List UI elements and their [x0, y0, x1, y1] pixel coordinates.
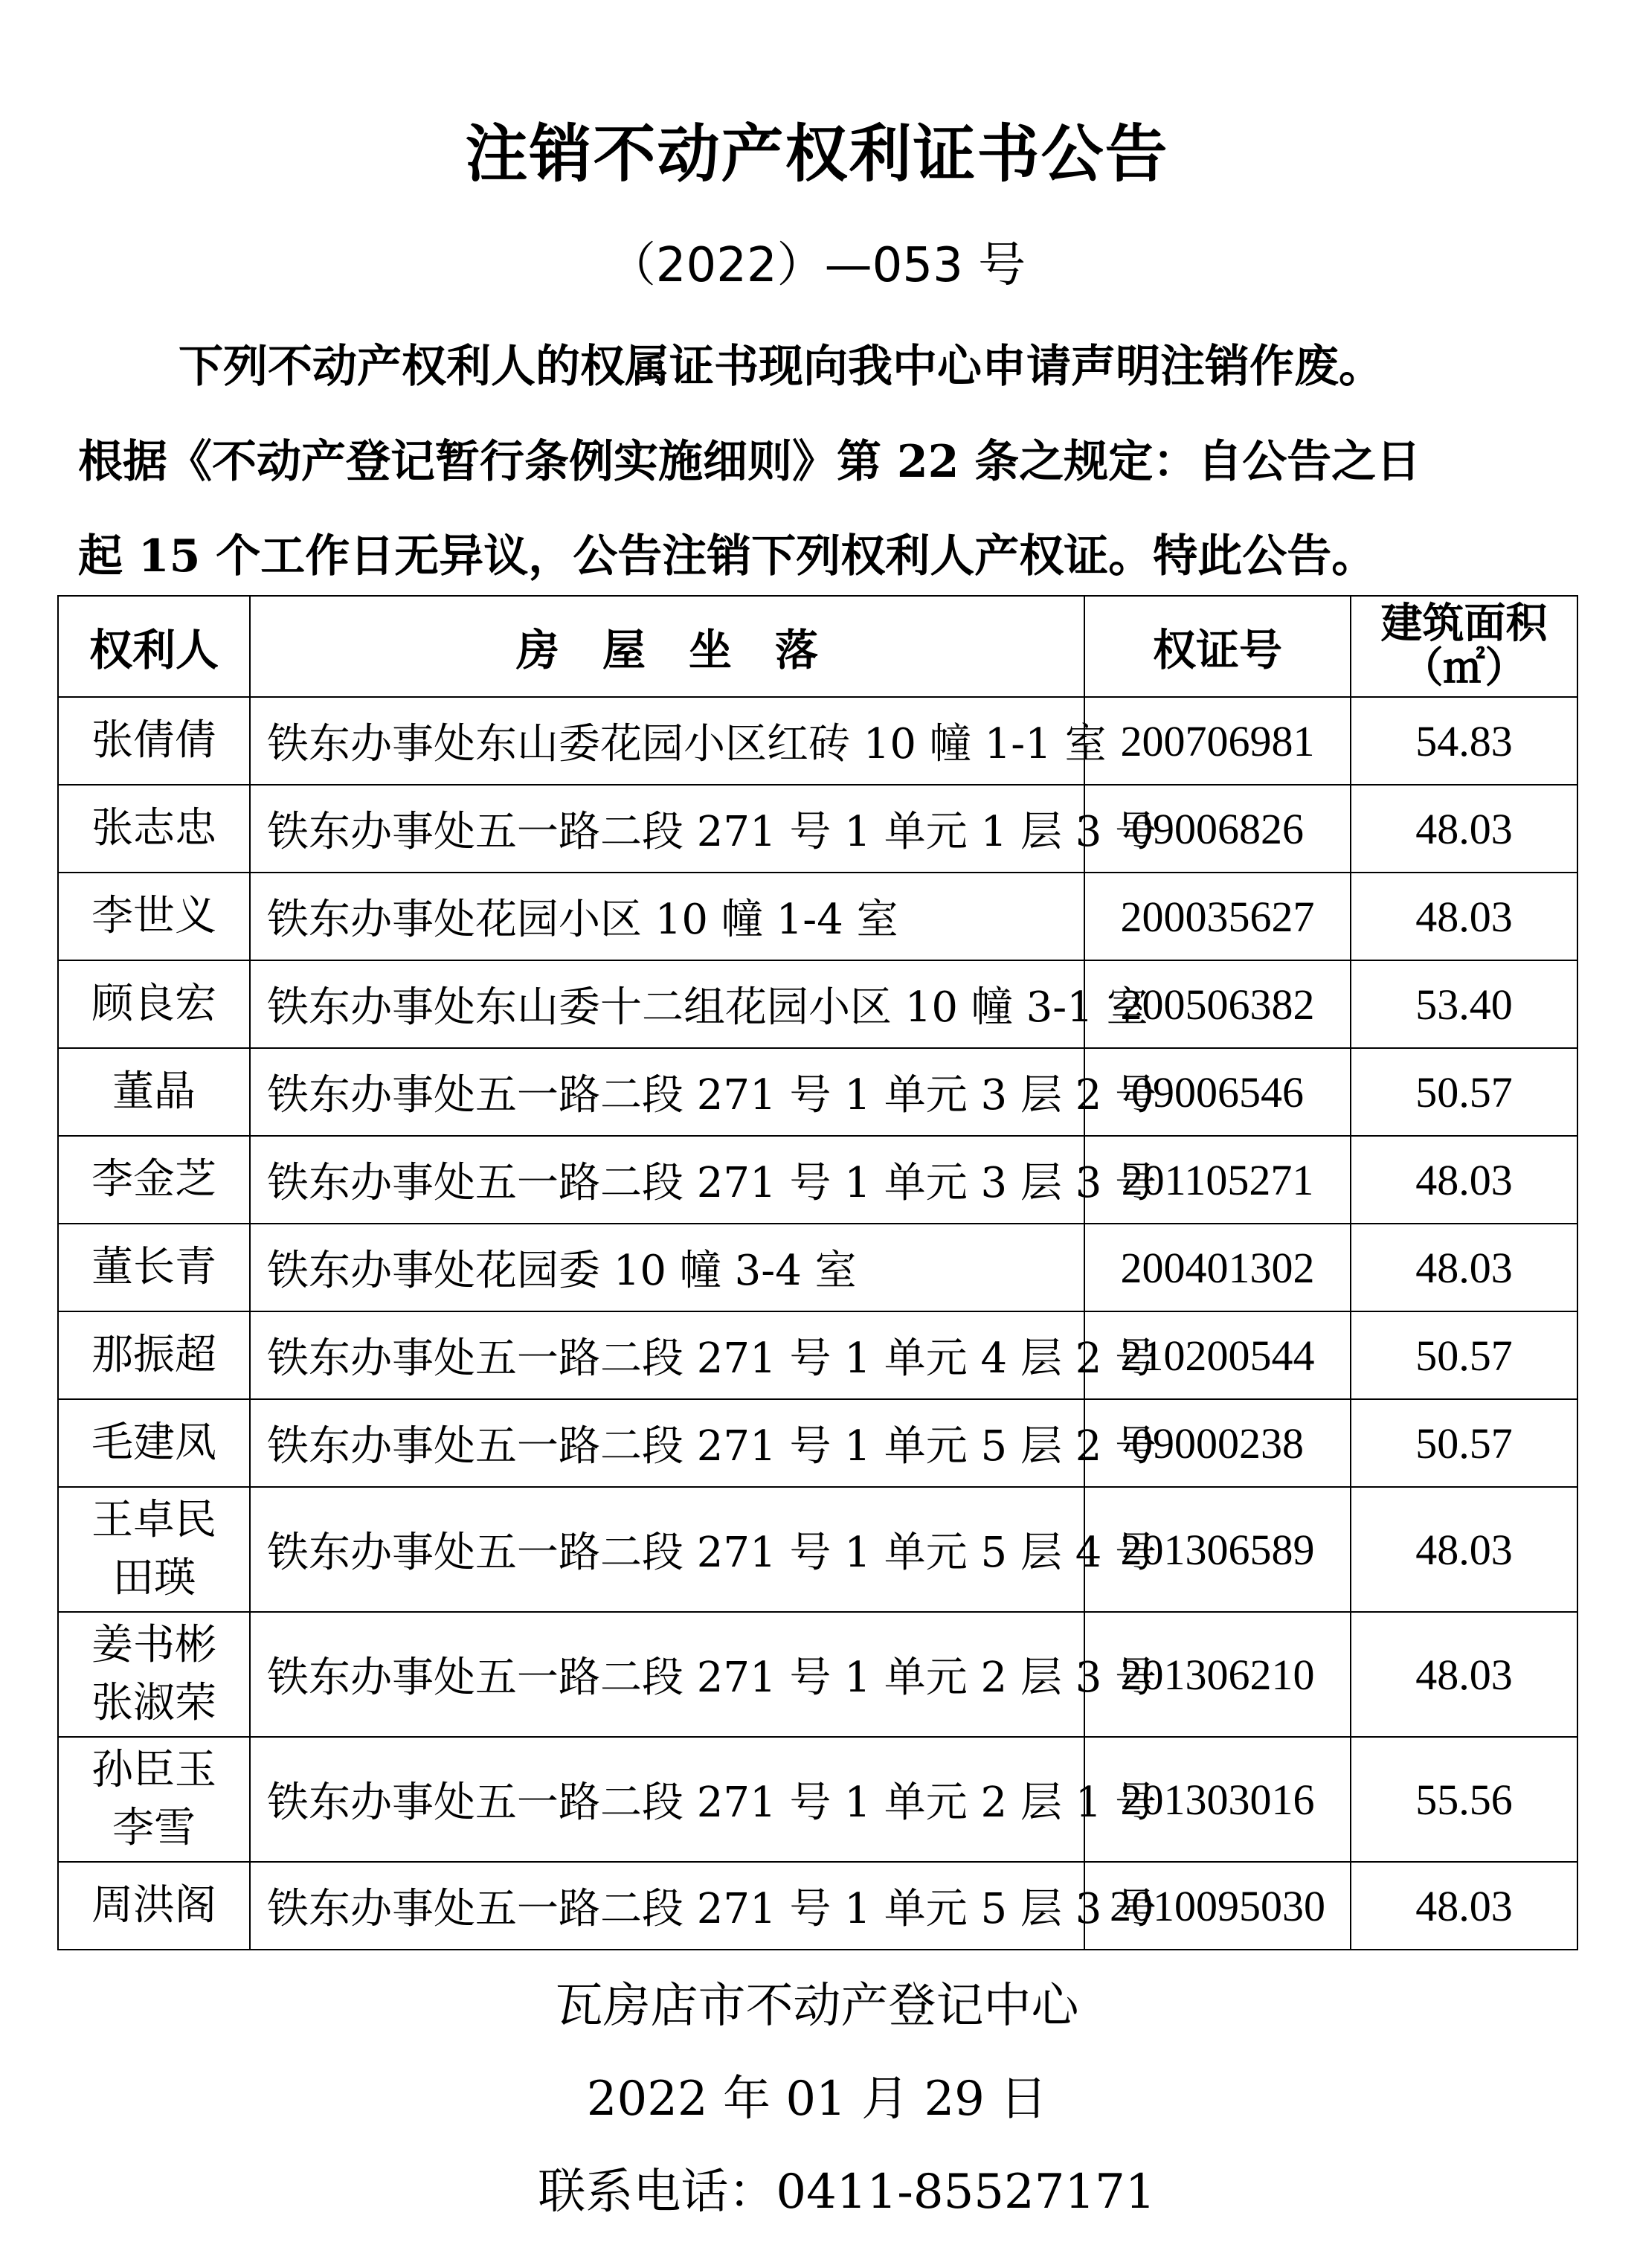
header-cert-no: 权证号 — [1084, 596, 1351, 697]
cell-cert-no: 200706981 — [1084, 697, 1351, 785]
holder-name: 张志忠 — [91, 804, 216, 852]
holder-name: 董晶 — [112, 1067, 196, 1116]
header-area-label: 建筑面积 — [1380, 600, 1548, 648]
cell-area: 48.03 — [1351, 1224, 1577, 1311]
cell-area: 53.40 — [1351, 960, 1577, 1048]
intro-line-3: 起 15 个工作日无异议，公告注销下列权利人产权证。特此公告。 — [78, 530, 1377, 582]
cell-area: 48.03 — [1351, 873, 1577, 960]
cell-area: 48.03 — [1351, 1487, 1577, 1612]
cell-location: 铁东办事处五一路二段 271 号 1 单元 4 层 2 号 — [250, 1311, 1084, 1399]
cell-cert-no: 201303016 — [1084, 1737, 1351, 1862]
cell-location: 铁东办事处东山委花园小区红砖 10 幢 1-1 室 — [250, 697, 1084, 785]
contact-phone: 联系电话：0411-85527171 — [538, 2165, 1156, 2220]
holder-name: 李世义 — [91, 892, 216, 940]
intro-line-2: 根据《不动产登记暂行条例实施细则》第 22 条之规定：自公告之日 — [78, 436, 1421, 488]
page-title: 注销不动产权利证书公告 — [465, 118, 1169, 190]
holder-name: 毛建凤 — [91, 1419, 216, 1467]
holder-name: 董长青 — [91, 1243, 216, 1291]
cell-holder — [58, 873, 250, 960]
cell-cert-no: 201306210 — [1084, 1612, 1351, 1737]
table-row — [58, 1311, 1577, 1399]
cell-cert-no: 09006826 — [1084, 785, 1351, 873]
cell-area: 55.56 — [1351, 1737, 1577, 1862]
cell-area: 50.57 — [1351, 1399, 1577, 1487]
cell-location: 铁东办事处五一路二段 271 号 1 单元 2 层 1 号 — [250, 1737, 1084, 1862]
cell-cert-no: 09000238 — [1084, 1399, 1351, 1487]
cell-location: 铁东办事处五一路二段 271 号 1 单元 3 层 3 号 — [250, 1136, 1084, 1224]
holder-name: 姜书彬 — [91, 1621, 216, 1669]
cell-cert-no: 09006546 — [1084, 1048, 1351, 1136]
table-row — [58, 1048, 1577, 1136]
cell-cert-no: 201105271 — [1084, 1136, 1351, 1224]
table-row — [58, 873, 1577, 960]
cell-holder — [58, 1311, 250, 1399]
cell-location: 铁东办事处花园委 10 幢 3-4 室 — [250, 1224, 1084, 1311]
cell-cert-no: 200506382 — [1084, 960, 1351, 1048]
cell-location: 铁东办事处五一路二段 271 号 1 单元 3 层 2 号 — [250, 1048, 1084, 1136]
header-holder: 权利人 — [58, 596, 250, 697]
cell-location: 铁东办事处五一路二段 271 号 1 单元 5 层 2 号 — [250, 1399, 1084, 1487]
cell-cert-no: 200401302 — [1084, 1224, 1351, 1311]
cell-holder — [58, 697, 250, 785]
holder-name: 王卓民 — [91, 1496, 216, 1544]
cell-holder — [58, 1136, 250, 1224]
header-area-unit: （㎡） — [1401, 644, 1527, 693]
certificate-table — [57, 595, 1578, 1950]
table-row — [58, 1612, 1577, 1737]
cell-holder — [58, 1737, 250, 1862]
cell-area: 48.03 — [1351, 785, 1577, 873]
table-row — [58, 1399, 1577, 1487]
holder-name: 周洪阁 — [91, 1881, 216, 1930]
table-row — [58, 1136, 1577, 1224]
cell-area: 54.83 — [1351, 697, 1577, 785]
cell-holder — [58, 785, 250, 873]
issuer-name: 瓦房店市不动产登记中心 — [555, 1979, 1079, 2034]
cell-holder — [58, 1048, 250, 1136]
cell-holder — [58, 1612, 250, 1737]
issue-date: 2022 年 01 月 29 日 — [586, 2072, 1048, 2127]
holder-name-second: 田瑛 — [112, 1554, 196, 1602]
table-row — [58, 1737, 1577, 1862]
cell-holder — [58, 1862, 250, 1950]
document-number: （2022）—053 号 — [608, 238, 1026, 293]
table-row — [58, 1487, 1577, 1612]
cell-cert-no: 2010095030 — [1084, 1862, 1351, 1950]
table-row — [58, 1224, 1577, 1311]
cell-area: 48.03 — [1351, 1862, 1577, 1950]
cell-area: 50.57 — [1351, 1311, 1577, 1399]
cell-holder — [58, 1224, 250, 1311]
cell-location: 铁东办事处花园小区 10 幢 1-4 室 — [250, 873, 1084, 960]
table-row — [58, 697, 1577, 785]
holder-name: 那振超 — [91, 1331, 216, 1379]
table-row — [58, 1862, 1577, 1950]
table-header-row — [58, 596, 1577, 697]
cell-cert-no: 201306589 — [1084, 1487, 1351, 1612]
cell-holder — [58, 960, 250, 1048]
header-location: 房 屋 坐 落 — [250, 596, 1084, 697]
holder-name-second: 张淑荣 — [91, 1679, 216, 1727]
cell-area: 48.03 — [1351, 1612, 1577, 1737]
cell-location: 铁东办事处五一路二段 271 号 1 单元 1 层 3 号 — [250, 785, 1084, 873]
cell-holder — [58, 1399, 250, 1487]
holder-name: 李金芝 — [91, 1155, 216, 1204]
holder-name: 张倩倩 — [91, 716, 216, 765]
table-row — [58, 785, 1577, 873]
cell-area: 50.57 — [1351, 1048, 1577, 1136]
header-area — [1351, 596, 1577, 697]
cell-holder — [58, 1487, 250, 1612]
cell-cert-no: 200035627 — [1084, 873, 1351, 960]
cell-area: 48.03 — [1351, 1136, 1577, 1224]
cell-cert-no: 210200544 — [1084, 1311, 1351, 1399]
holder-name-second: 李雪 — [112, 1804, 196, 1852]
table-row — [58, 960, 1577, 1048]
holder-name: 孙臣玉 — [91, 1746, 216, 1794]
cell-location: 铁东办事处东山委十二组花园小区 10 幢 3-1 室 — [250, 960, 1084, 1048]
cell-location: 铁东办事处五一路二段 271 号 1 单元 5 层 3 号 — [250, 1862, 1084, 1950]
intro-line-1: 下列不动产权利人的权属证书现向我中心申请声明注销作废。 — [178, 341, 1383, 393]
cell-location: 铁东办事处五一路二段 271 号 1 单元 2 层 3 号 — [250, 1612, 1084, 1737]
cell-location: 铁东办事处五一路二段 271 号 1 单元 5 层 4 号 — [250, 1487, 1084, 1612]
holder-name: 顾良宏 — [91, 980, 216, 1028]
